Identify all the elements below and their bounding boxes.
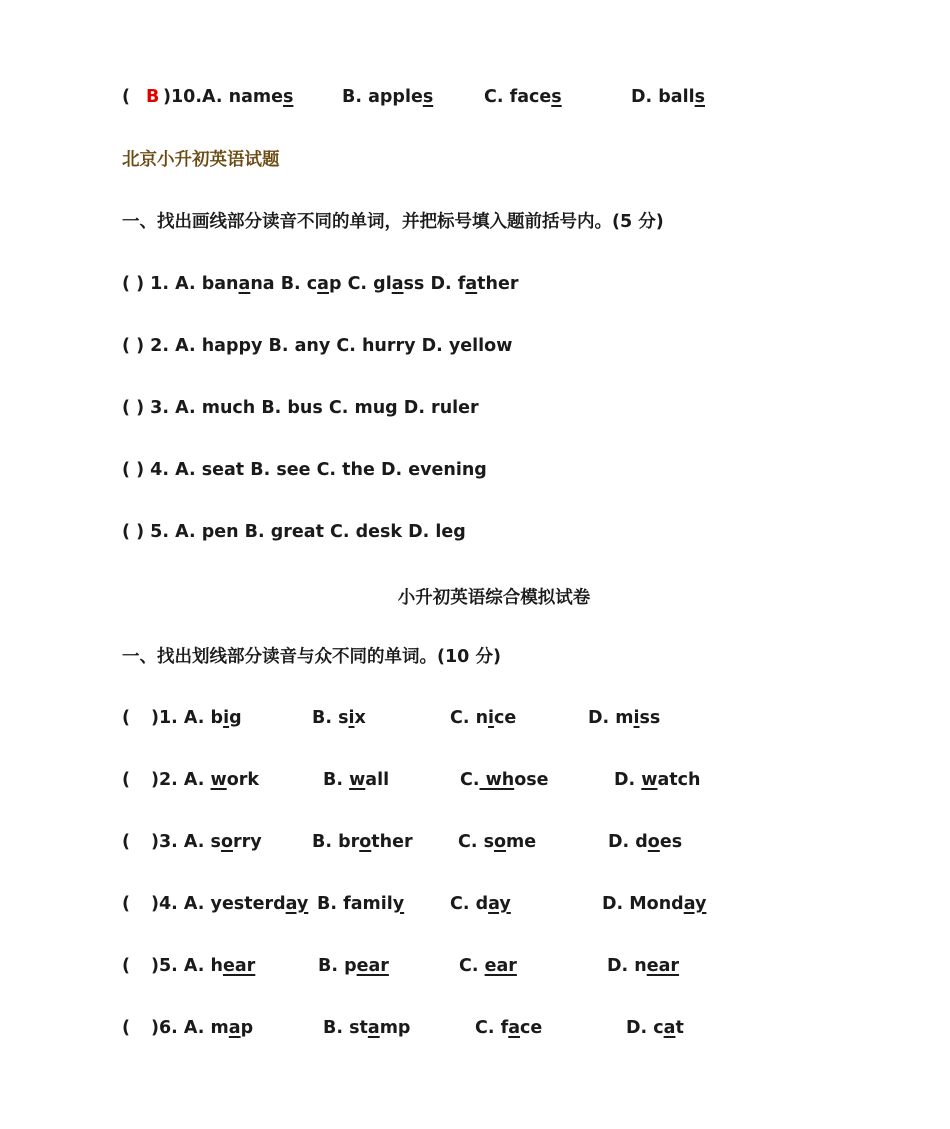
option-c: C. ear [459, 956, 517, 976]
answer-paren-open: ( [122, 87, 130, 107]
section1-instructions: 一、找出画线部分读音不同的单词，并把标号填入题前括号内。(5 分) [122, 212, 664, 232]
option-d: D. miss [588, 708, 661, 728]
option-c: C. whose [460, 770, 549, 790]
option-d: D. near [607, 956, 680, 976]
option-b: B. family [317, 894, 405, 914]
option-c: C. face [475, 1018, 543, 1038]
option-d: D. Monday [602, 894, 707, 914]
option-a: )1. A. big [151, 708, 242, 728]
option-d: D. balls [631, 87, 706, 107]
option-a: )10.A. names [163, 87, 294, 107]
option-a: )2. A. work [151, 770, 259, 790]
option-b: B. brother [312, 832, 413, 852]
option-b: B. apples [342, 87, 434, 107]
s1-question-4: ( ) 4. A. seat B. see C. the D. evening [122, 460, 487, 480]
paren: ( [122, 956, 130, 976]
option-b: B. pear [318, 956, 389, 976]
paren: ( [122, 894, 130, 914]
option-c: C. nice [450, 708, 517, 728]
option-c: C. faces [484, 87, 562, 107]
section2-instructions: 一、找出划线部分读音与众不同的单词。(10 分) [122, 647, 501, 667]
paren: ( [122, 770, 130, 790]
option-d: D. does [608, 832, 683, 852]
option-c: C. some [458, 832, 537, 852]
section-heading-mock-exam: 小升初英语综合模拟试卷 [397, 588, 591, 608]
s1-question-1: ( ) 1. A. banana B. cap C. glass D. father [122, 274, 519, 294]
option-b: B. six [312, 708, 366, 728]
option-b: B. stamp [323, 1018, 411, 1038]
option-b: B. wall [323, 770, 390, 790]
section-heading-beijing: 北京小升初英语试题 [122, 150, 280, 170]
option-a: )5. A. hear [151, 956, 256, 976]
option-c: C. day [450, 894, 511, 914]
option-d: D. watch [614, 770, 701, 790]
s1-question-5: ( ) 5. A. pen B. great C. desk D. leg [122, 522, 466, 542]
option-a: )4. A. yesterday [151, 894, 309, 914]
paren: ( [122, 832, 130, 852]
answer-mark: B [146, 87, 160, 107]
option-d: D. cat [626, 1018, 684, 1038]
s1-question-3: ( ) 3. A. much B. bus C. mug D. ruler [122, 398, 479, 418]
s1-question-2: ( ) 2. A. happy B. any C. hurry D. yellow [122, 336, 513, 356]
option-a: )3. A. sorry [151, 832, 262, 852]
option-a: )6. A. map [151, 1018, 254, 1038]
paren: ( [122, 708, 130, 728]
paren: ( [122, 1018, 130, 1038]
